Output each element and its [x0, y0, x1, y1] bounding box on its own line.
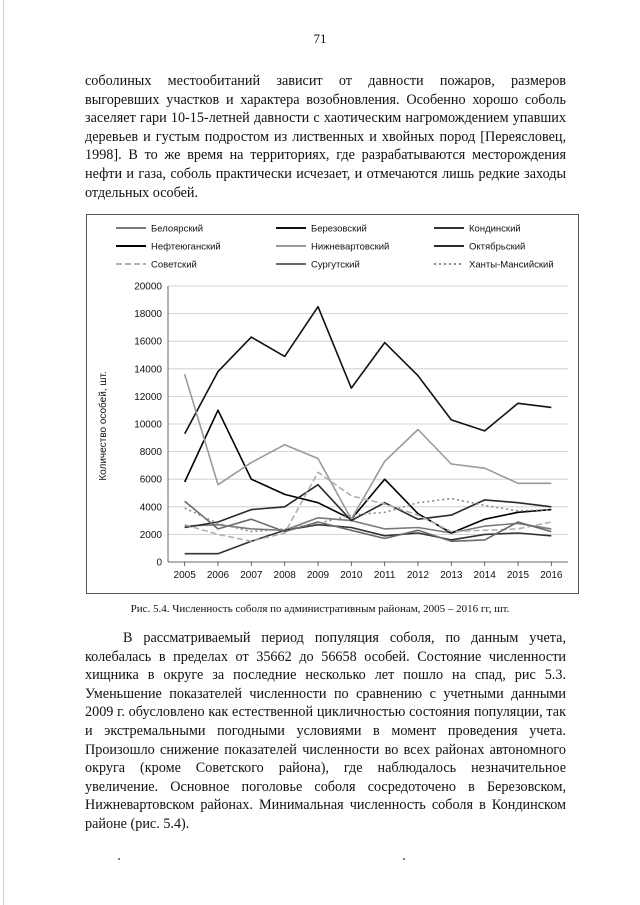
x-tick-label: 2016 [540, 570, 563, 581]
y-tick-label: 6000 [139, 474, 162, 486]
legend-label: Белоярский [151, 223, 204, 235]
x-tick-label: 2010 [340, 570, 363, 581]
y-tick-label: 12000 [134, 391, 162, 403]
y-tick-label: 16000 [134, 336, 162, 348]
x-tick-label: 2007 [240, 570, 263, 581]
legend-label: Ханты-Мансийский [469, 259, 554, 271]
x-tick-label: 2015 [506, 570, 530, 581]
chart-legend [116, 224, 554, 271]
paragraph-bottom: В рассматриваемый период популяция соболя, по данным учета, колебалась в пределах от 35662 до 56658 особей. Состояние численности хищника в округе за последние несколько лет пошло на спад, рис 5.3. Уменьшение показателей численности по сравнению с учетными данными 2009 г. обусловлено как естественной цикличностью состояния популяции, так и экстремальными погодными условиями в момент проведения учета. Произошло снижение показателей численности во всех районах автономного округа (кроме Советского района), где наблюдалось незначительное увеличение. Основное поголовье соболя сосредоточено в Березовском, Нижневартовском районах. Минимальная численность соболя в Кондинском районе (рис. 5.4). [85, 630, 566, 832]
legend-label: Октябрьский [469, 241, 526, 253]
x-tick-label: 2006 [206, 570, 230, 581]
line-chart [86, 214, 579, 594]
x-tick-label: 2012 [406, 570, 430, 581]
x-tick-label: 2005 [173, 570, 196, 581]
scan-dot [403, 858, 405, 860]
legend-label: Кондинский [469, 223, 521, 235]
x-tick-label: 2013 [440, 570, 463, 581]
x-tick-label: 2011 [373, 570, 396, 581]
page-number: 71 [313, 31, 327, 46]
legend-label: Нижневартовский [311, 241, 390, 253]
page-edge-line [3, 0, 4, 905]
legend-label: Советский [151, 259, 197, 271]
y-tick-label: 10000 [134, 419, 162, 431]
figure-caption: Рис. 5.4. Численность соболя по административным районам, 2005 – 2016 гг, шт. [130, 603, 510, 615]
x-tick-label: 2009 [306, 570, 330, 581]
y-tick-label: 14000 [134, 364, 162, 376]
y-tick-label: 18000 [134, 309, 162, 321]
legend-label: Нефтеюганский [151, 241, 221, 253]
x-tick-label: 2014 [473, 570, 496, 581]
scan-dot [118, 858, 120, 860]
y-tick-label: 20000 [134, 281, 162, 293]
chart-svg [86, 214, 579, 594]
legend-label: Березовский [311, 223, 367, 235]
y-tick-label: 2000 [139, 529, 162, 541]
paragraph-top: соболиных местообитаний зависит от давности пожаров, размеров выгоревших участков и характера возобновления. Особенно хорошо соболь заселяет гари 10-15-летней давности с хаотическим нагромождением упавших деревьев и густым подростом из лиственных и хвойных пород [Переясловец, 1998]. В то же время на территориях, где разрабатываются месторождения нефти и газа, соболь практически исчезает, и отмечаются лишь редкие заходы отдельных особей. [85, 73, 566, 201]
y-tick-label: 4000 [139, 502, 162, 514]
y-tick-label: 8000 [139, 447, 162, 459]
y-axis-label: Количество особей, шт. [98, 371, 109, 481]
x-tick-label: 2008 [273, 570, 296, 581]
legend-label: Сургутский [311, 259, 360, 271]
y-tick-label: 0 [156, 557, 162, 569]
